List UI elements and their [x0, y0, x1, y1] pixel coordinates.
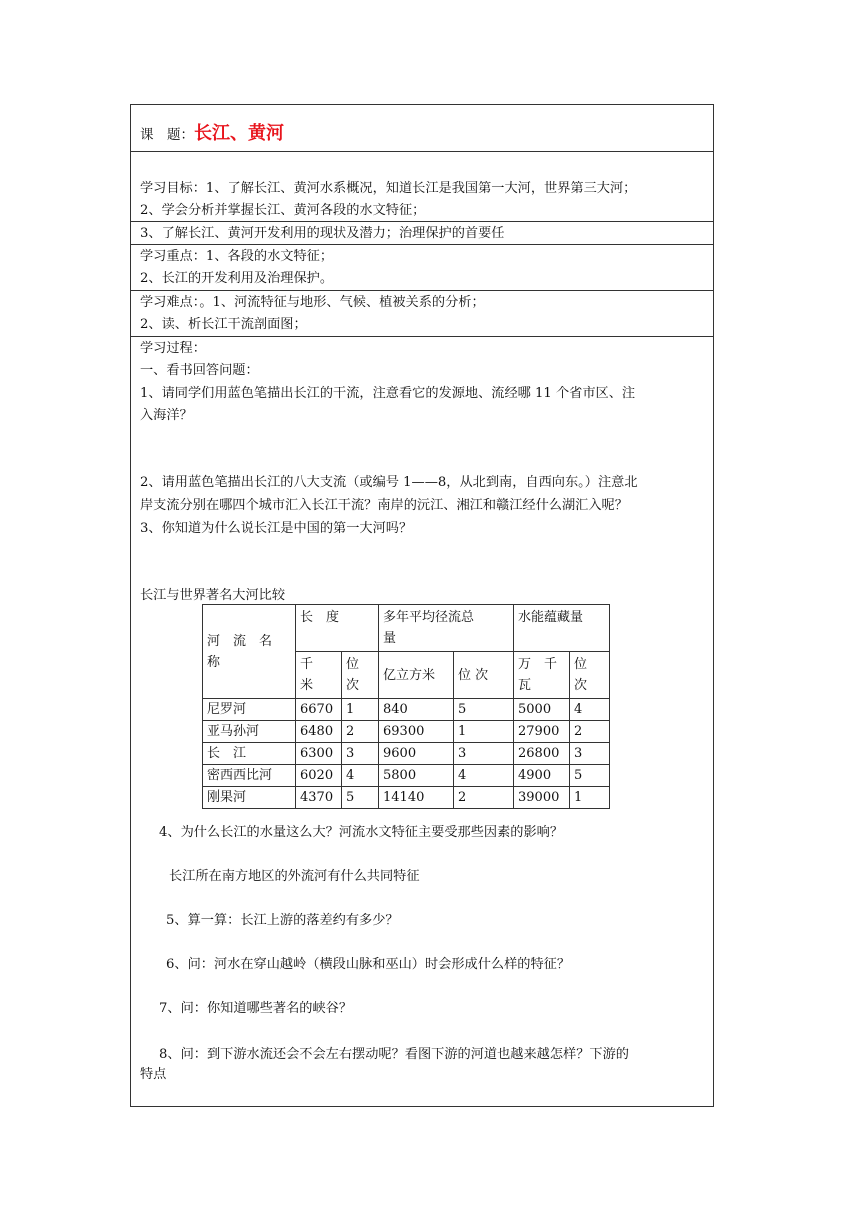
- question-8-line-2: 特点: [140, 1067, 167, 1082]
- difficulty-1: 学习难点：。1、河流特征与地形、气候、植被关系的分析；: [140, 295, 485, 310]
- subheader-km: 千 米: [296, 652, 342, 699]
- runoff-cell: 14140: [379, 787, 454, 809]
- table-caption: 长江与世界著名大河比较: [140, 588, 286, 603]
- hydropower-cell: 26800: [514, 743, 570, 765]
- length-km-cell: 6020: [296, 765, 342, 787]
- hydropower-cell: 27900: [514, 721, 570, 743]
- question-1-line-2: 入海洋？: [140, 408, 193, 423]
- hydropower-cell: 39000: [514, 787, 570, 809]
- length-rank-cell: 1: [342, 699, 379, 721]
- table-row: [203, 765, 610, 787]
- process-heading: 学习过程：: [140, 341, 206, 356]
- question-2-line-1: 2、请用蓝色笔描出长江的八大支流（或编号 1——8，从北到南，自西向东。）注意北: [140, 475, 638, 490]
- question-4: 4、为什么长江的水量这么大？河流水文特征主要受那些因素的影响？: [159, 825, 564, 840]
- table-row: [203, 743, 610, 765]
- runoff-cell: 5800: [379, 765, 454, 787]
- title-row: [140, 119, 284, 145]
- length-km-cell: 4370: [296, 787, 342, 809]
- runoff-rank-cell: 3: [454, 743, 514, 765]
- divider: [131, 151, 713, 152]
- question-8-line-1: 8、问：到下游水流还会不会左右摆动呢？看图下游的河道也越来越怎样？下游的: [159, 1047, 629, 1062]
- objective-line-3: 3、了解长江、黄河开发利用的现状及潜力；治理保护的首要任: [140, 226, 505, 241]
- hydropower-rank-cell: 2: [570, 721, 610, 743]
- table-body: [203, 699, 610, 809]
- river-name-cell: 亚马孙河: [203, 721, 296, 743]
- table-row: [203, 699, 610, 721]
- objective-line-1: 学习目标：1、了解长江、黄河水系概况，知道长江是我国第一大河，世界第三大河；: [140, 181, 637, 196]
- header-runoff: 多年平均径流总 量: [379, 605, 514, 652]
- river-name-cell: 密西西比河: [203, 765, 296, 787]
- hydropower-rank-cell: 4: [570, 699, 610, 721]
- river-comparison-table: [202, 604, 610, 809]
- difficulty-2: 2、读、析长江干流剖面图；: [140, 317, 307, 332]
- hydropower-cell: 5000: [514, 699, 570, 721]
- lesson-form: [130, 104, 714, 1107]
- length-rank-cell: 5: [342, 787, 379, 809]
- question-2-line-2: 岸支流分别在哪四个城市汇入长江干流？南岸的沅江、湘江和赣江经什么湖汇入呢？: [140, 498, 628, 513]
- hydropower-cell: 4900: [514, 765, 570, 787]
- header-length: 长 度: [296, 605, 379, 652]
- runoff-rank-cell: 1: [454, 721, 514, 743]
- runoff-cell: 69300: [379, 721, 454, 743]
- hydropower-rank-cell: 1: [570, 787, 610, 809]
- subheader-rank-runoff: 位 次: [454, 652, 514, 699]
- runoff-cell: 840: [379, 699, 454, 721]
- title-label: 课 题：: [140, 127, 194, 143]
- question-7: 7、问：你知道哪些著名的峡谷？: [159, 1001, 353, 1016]
- table-header-row: [203, 605, 610, 652]
- divider: [131, 336, 713, 337]
- length-km-cell: 6300: [296, 743, 342, 765]
- question-5: 5、算一算：长江上游的落差约有多少？: [166, 913, 399, 928]
- river-name-cell: 尼罗河: [203, 699, 296, 721]
- hydropower-rank-cell: 5: [570, 765, 610, 787]
- length-km-cell: 6670: [296, 699, 342, 721]
- length-km-cell: 6480: [296, 721, 342, 743]
- length-rank-cell: 2: [342, 721, 379, 743]
- runoff-rank-cell: 2: [454, 787, 514, 809]
- hydropower-rank-cell: 3: [570, 743, 610, 765]
- process-subheading: 一、看书回答问题：: [140, 363, 259, 378]
- table-row: [203, 721, 610, 743]
- question-1-line-1: 1、请同学们用蓝色笔描出长江的干流，注意看它的发源地、流经哪 11 个省市区、注: [140, 386, 636, 401]
- question-6: 6、问：河水在穿山越岭（横段山脉和巫山）时会形成什么样的特征？: [166, 957, 571, 972]
- key-point-1: 学习重点：1、各段的水文特征；: [140, 249, 334, 264]
- key-point-2: 2、长江的开发利用及治理保护。: [140, 271, 334, 286]
- lesson-title: 长江、黄河: [194, 123, 284, 144]
- question-3: 3、你知道为什么说长江是中国的第一大河吗？: [140, 521, 413, 536]
- subheader-rank-length: 位 次: [342, 652, 379, 699]
- runoff-cell: 9600: [379, 743, 454, 765]
- objective-line-2: 2、学会分析并掌握长江、黄河各段的水文特征；: [140, 203, 426, 218]
- subheader-runoff-unit: 亿立方米: [379, 652, 454, 699]
- header-hydropower: 水能蕴藏量: [514, 605, 610, 652]
- header-river: 河 流 名 称: [203, 605, 296, 699]
- river-name-cell: 刚果河: [203, 787, 296, 809]
- runoff-rank-cell: 5: [454, 699, 514, 721]
- question-4b: 长江所在南方地区的外流河有什么共同特征: [169, 869, 420, 884]
- river-name-cell: 长 江: [203, 743, 296, 765]
- length-rank-cell: 4: [342, 765, 379, 787]
- runoff-rank-cell: 4: [454, 765, 514, 787]
- table-row: [203, 787, 610, 809]
- subheader-rank-hydro: 位 次: [570, 652, 610, 699]
- length-rank-cell: 3: [342, 743, 379, 765]
- subheader-hydro-unit: 万 千 瓦: [514, 652, 570, 699]
